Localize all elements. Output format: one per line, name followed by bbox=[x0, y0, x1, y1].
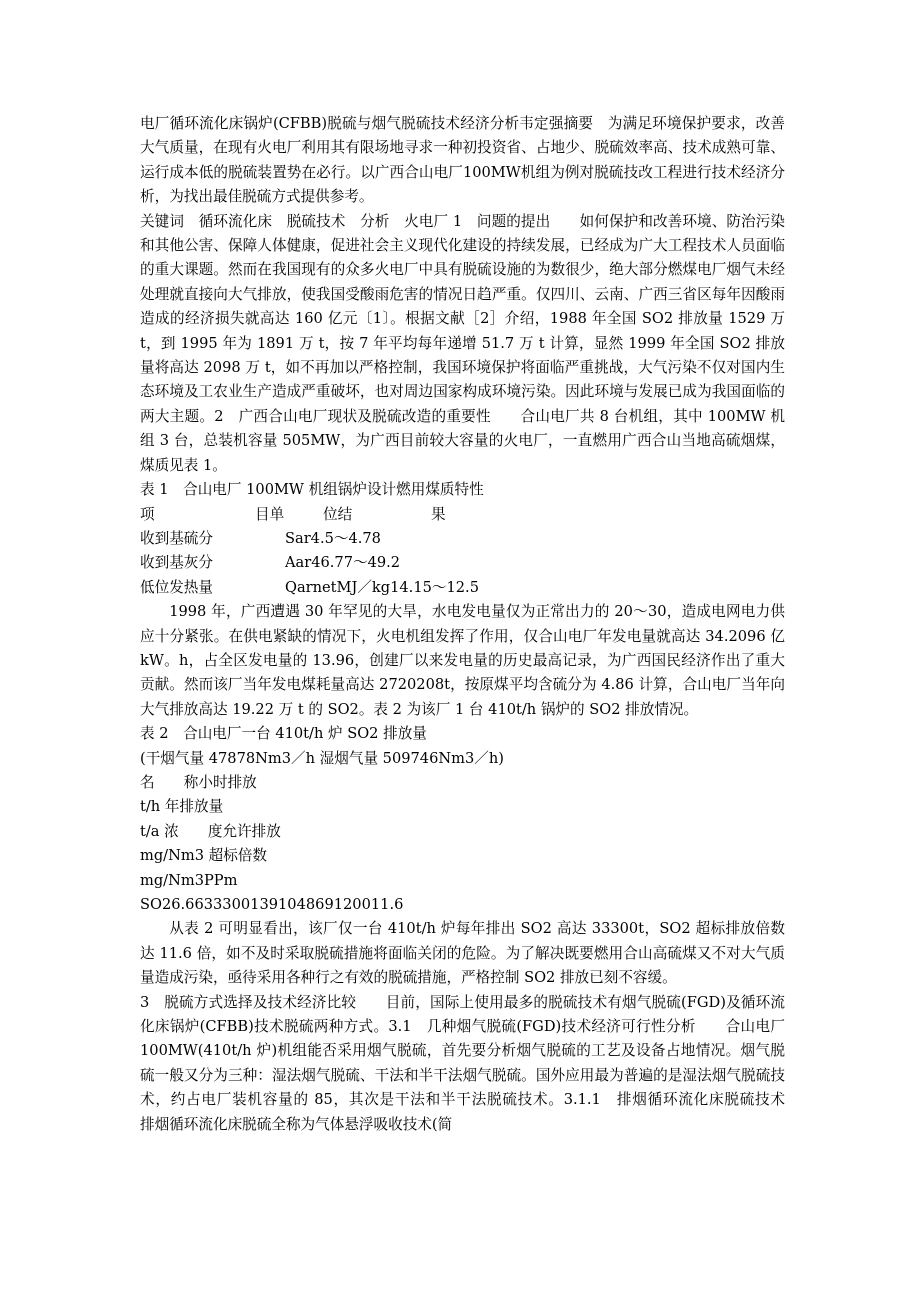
table-row bbox=[140, 527, 785, 551]
table-1-row-name: 收到基灰分 bbox=[140, 554, 213, 572]
table-1-header-cell: 目单 bbox=[255, 505, 285, 523]
document-page bbox=[140, 112, 815, 1137]
abstract-paragraph: 电厂循环流化床锅炉(CFBB)脱硫与烟气脱硫技术经济分析韦定强摘要 为满足环境保护要求，改善大气质量，在现有火电厂利用其有限场地寻求一种初投资省、占地少、脱硫效率高、技术成熟可靠、运行成本低的脱硫装置势在必行。以广西合山电厂100MW机组为例对脱硫技改工程进行技术经济分析，为找出最佳脱硫方式提供参考。 bbox=[140, 115, 785, 206]
table-2-line: 名 称小时排放 bbox=[140, 773, 257, 791]
table-1-row-value: Sar4.5～4.78 bbox=[285, 529, 381, 547]
table-row bbox=[140, 576, 785, 600]
table-2-title: 表 2 合山电厂一台 410t/h 炉 SO2 排放量 bbox=[140, 725, 427, 743]
table-2-line: mg/Nm3 超标倍数 bbox=[140, 847, 268, 865]
table-2-subtitle: (干烟气量 47878Nm3／h 湿烟气量 509746Nm3／h) bbox=[140, 749, 504, 767]
table-1-header-cell: 果 bbox=[431, 505, 446, 523]
table-1-row-value: QarnetMJ／kg14.15～12.5 bbox=[285, 578, 479, 596]
table-1-row-value: Aar46.77～49.2 bbox=[285, 554, 401, 572]
table-1-header bbox=[140, 503, 785, 527]
table-1-title: 表 1 合山电厂 100MW 机组锅炉设计燃用煤质特性 bbox=[140, 481, 484, 499]
table-2-line: mg/Nm3PPm bbox=[140, 871, 238, 889]
desulfurization-methods-paragraph: 3 脱硫方式选择及技术经济比较 目前，国际上使用最多的脱硫技术有烟气脱硫(FGD)及循环流化床锅炉(CFBB)技术脱硫两种方式。3.1 几种烟气脱硫(FGD)技术经济可行性分析 合山电厂 100MW(410t/h 炉)机组能否采用烟气脱硫，首先要分析烟气脱硫的工艺及设备占地情况。烟气脱硫一般又分为三种：湿法烟气脱硫、干法和半干法烟气脱硫。国外应用最为普遍的是湿法烟气脱硫技术，约占电厂装机容量的 85，其次是干法和半干法脱硫技术。3.1.1 排烟循环流化床脱硫技术 排烟循环流化床脱硫全称为气体悬浮吸收技术(简 bbox=[140, 993, 815, 1133]
emission-analysis-paragraph: 从表 2 可明显看出，该厂仅一台 410t/h 炉每年排出 SO2 高达 33300t，SO2 超标排放倍数达 11.6 倍，如不及时采取脱硫措施将面临关闭的危险。为了解决既要燃用合山高硫煤又不对大气质量造成污染，亟待采用各种行之有效的脱硫措施，严格控制 SO2 排放已刻不容缓。 bbox=[140, 920, 785, 987]
table-2-line: t/h 年排放量 bbox=[140, 798, 224, 816]
table-1-row-name: 收到基硫分 bbox=[140, 529, 213, 547]
table-2-line: SO26.663330013910486912001​1.6 bbox=[140, 896, 404, 913]
drought-paragraph: 1998 年，广西遭遇 30 年罕见的大旱，水电发电量仅为正常出力的 20～30，造成电网电力供应十分紧张。在供电紧缺的情况下，火电机组发挥了作用，仅合山电厂年发电量就高达 34.2096 亿 kW。h，占全区发电量的 13.96，创建厂以来发电量的历史最高记录，为广西国民经济作出了重大贡献。然而该厂当年发电煤耗量高达 2720208t，按原煤平均含硫分为 4.86 计算，合山电厂当年向大气排放高达 19.22 万 t 的 SO2。表 2 为该厂 1 台 410t/h 锅炉的 SO2 排放情况。 bbox=[140, 603, 785, 718]
keywords-intro-paragraph: 关键词 循环流化床 脱硫技术 分析 火电厂 1 问题的提出 如何保护和改善环境、防治污染和其他公害、保障人体健康，促进社会主义现代化建设的持续发展，已经成为广大工程技术人员面临的重大课题。然而在我国现有的众多火电厂中具有脱硫设施的为数很少，绝大部分燃煤电厂烟气未经处理就直接向大气排放，使我国受酸雨危害的情况日趋严重。仅四川、云南、广西三省区每年因酸雨造成的经济损失就高达 160 亿元〔1〕。根据文献［2］介绍，1988 年全国 SO2 排放量 1529 万 t，到 1995 年为 1891 万 t，按 7 年平均每年递增 51.7 万 t 计算，显然 1999 年全国 SO2 排放量将高达 2098 万 t，如不再加以严格控制，我国环境保护将面临严重挑战，大气污染不仅对国内生态环境及工农业生产造成严重破坏，也对周边国家构成环境污染。因此环境与发展已成为我国面临的两大主题。2 广西合山电厂现状及脱硫改造的重要性 合山电厂共 8 台机组，其中 100MW 机组 3 台，总装机容量 505MW，为广西目前较大容量的火电厂，一直燃用广西合山当地高硫烟煤，煤质见表 1。 bbox=[140, 212, 785, 474]
table-1-row-name: 低位发热量 bbox=[140, 578, 213, 596]
table-row bbox=[140, 551, 785, 575]
table-2-line: t/a 浓 度允许排放 bbox=[140, 822, 281, 840]
table-2 bbox=[140, 722, 785, 917]
table-1-header-cell: 位结 bbox=[323, 505, 353, 523]
table-1 bbox=[140, 478, 785, 600]
table-1-header-cell: 项 bbox=[140, 505, 155, 523]
